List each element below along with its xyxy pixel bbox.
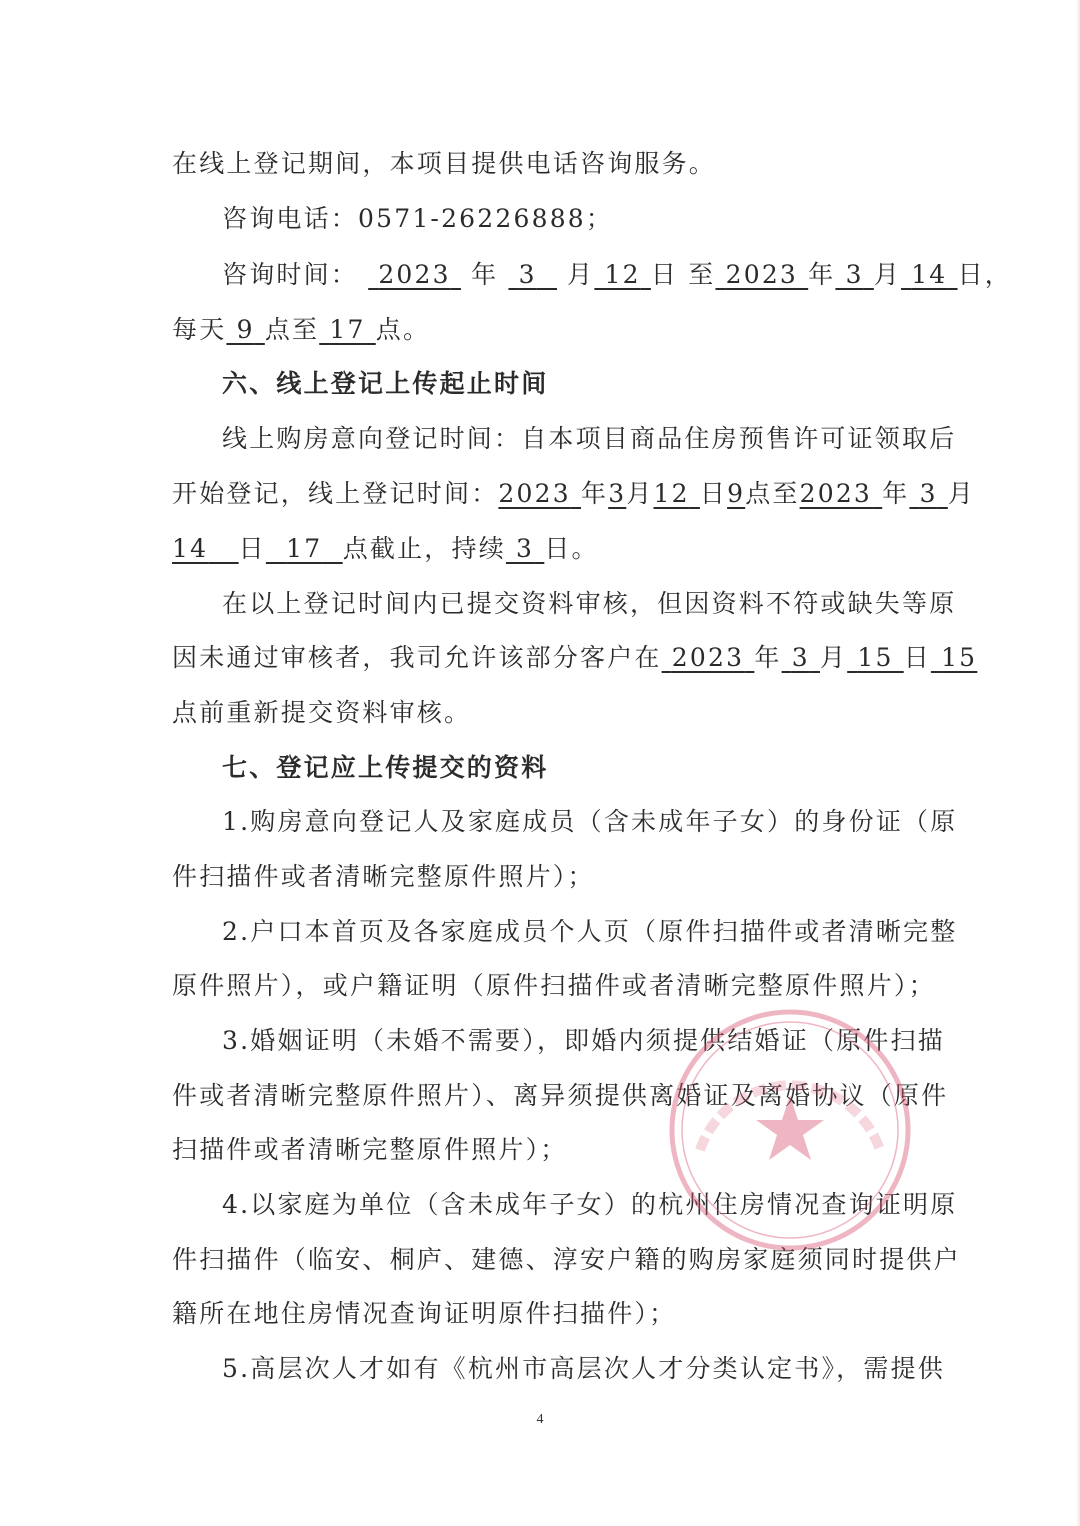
paragraph-line: 在以上登记时间内已提交资料审核，但因资料不符或缺失等原 bbox=[222, 589, 957, 618]
page-number: 4 bbox=[536, 1412, 544, 1427]
section-heading: 七、登记应上传提交的资料 bbox=[222, 753, 549, 782]
scan-edge bbox=[1076, 0, 1080, 1526]
company-seal-stamp bbox=[660, 1000, 920, 1260]
paragraph-line: 因未通过审核者，我司允许该部分客户在 2023 年 3 月 15 日 15 bbox=[172, 643, 978, 672]
consult-time-line: 咨询时间： 2023 年 3 月 12 日 至 2023 年 3 月 14 日， bbox=[222, 260, 1012, 289]
section-heading: 六、线上登记上传起止时间 bbox=[222, 369, 549, 398]
list-item-line: 4.以家庭为单位（含未成年子女）的杭州住房情况查询证明原 bbox=[222, 1190, 958, 1219]
list-item-line: 2.户口本首页及各家庭成员个人页（原件扫描件或者清晰完整 bbox=[222, 917, 958, 946]
list-item-line: 件扫描件或者清晰完整原件照片）； bbox=[172, 862, 595, 891]
paragraph-line: 点前重新提交资料审核。 bbox=[172, 698, 472, 727]
paragraph-line: 14 日 17 点截止，持续 3 日。 bbox=[172, 534, 599, 563]
list-item-line: 扫描件或者清晰完整原件照片）； bbox=[172, 1135, 568, 1164]
list-item-line: 件或者清晰完整原件照片）、离异须提供离婚证及离婚协议（原件 bbox=[172, 1081, 949, 1110]
paragraph-line: 开始登记，线上登记时间：2023 年3月12 日9点至2023 年 3 月 bbox=[172, 479, 976, 508]
list-item-line: 件扫描件（临安、桐庐、建德、淳安户籍的购房家庭须同时提供户 bbox=[172, 1245, 961, 1274]
paragraph-line: 咨询电话：0571-26226888； bbox=[222, 204, 614, 233]
list-item-line: 原件照片），或户籍证明（原件扫描件或者清晰完整原件照片）； bbox=[172, 971, 936, 1000]
paragraph-line: 线上购房意向登记时间：自本项目商品住房预售许可证领取后 bbox=[222, 424, 957, 453]
list-item-line: 5.高层次人才如有《杭州市高层次人才分类认定书》，需提供 bbox=[222, 1354, 945, 1383]
list-item-line: 3.婚姻证明（未婚不需要），即婚内须提供结婚证（原件扫描 bbox=[222, 1026, 945, 1055]
list-item-line: 籍所在地住房情况查询证明原件扫描件）； bbox=[172, 1299, 677, 1328]
paragraph-line: 在线上登记期间，本项目提供电话咨询服务。 bbox=[172, 149, 717, 178]
list-item-line: 1.购房意向登记人及家庭成员（含未成年子女）的身份证（原 bbox=[222, 807, 958, 836]
paragraph-line: 每天 9 点至 17 点。 bbox=[172, 315, 431, 344]
